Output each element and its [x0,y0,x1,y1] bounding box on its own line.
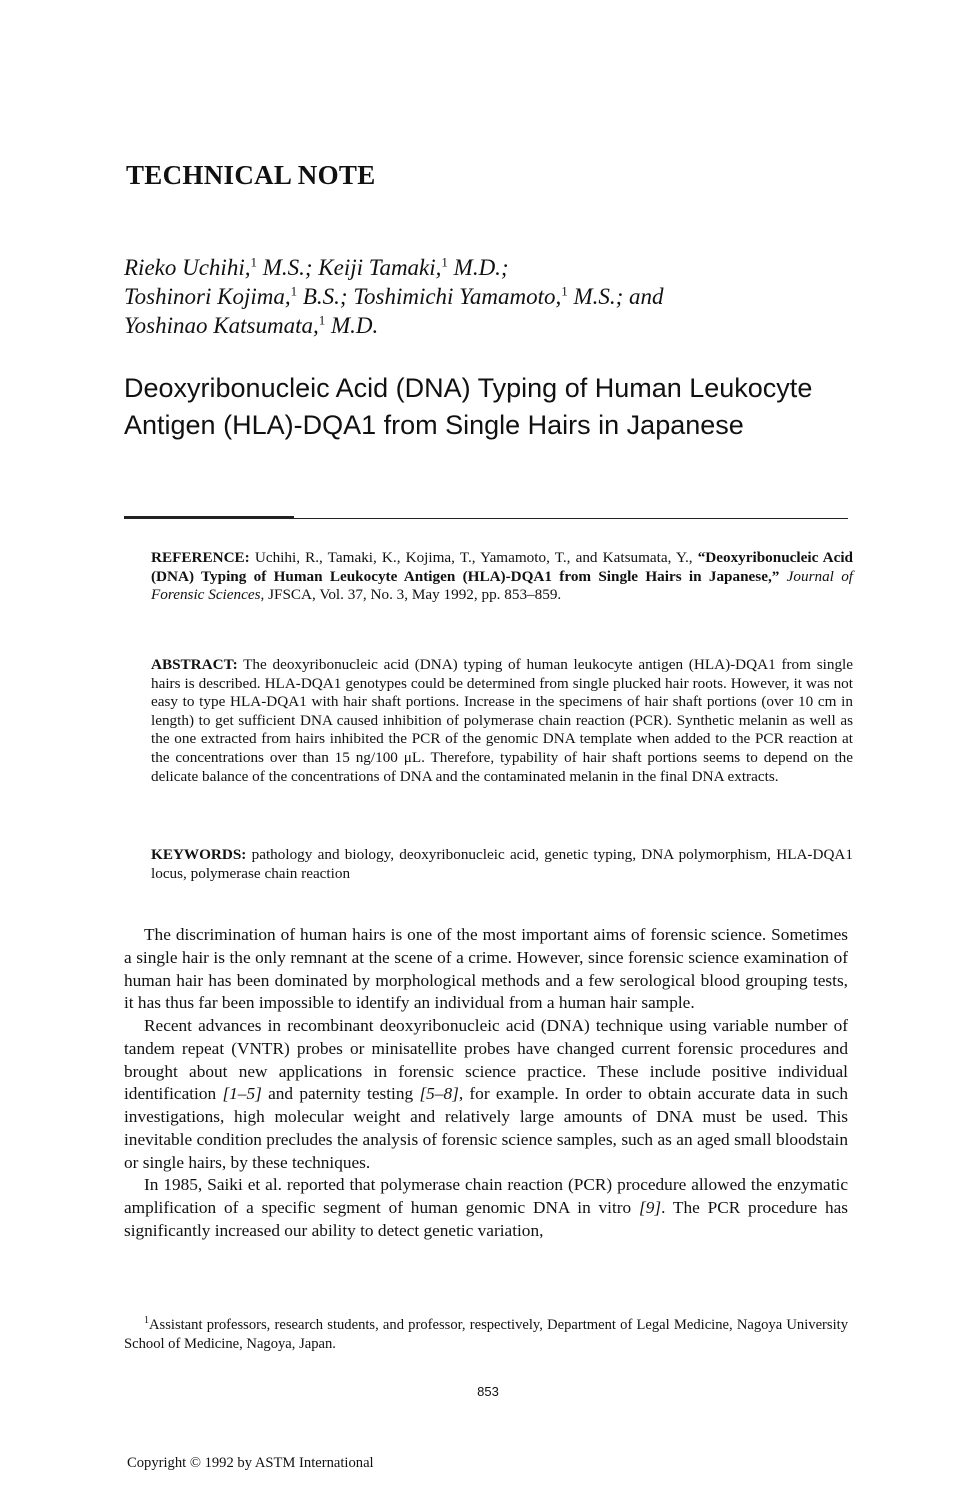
body-text-run: , for example. In order to obtain accurate data in such investigations, high molecular weight and relatively large amounts of DNA must be used. This inevitable condition precludes the analysis of forensic science samples, such as an aged small bloodstain or single hairs, by these techniques. [124,1084,848,1172]
body-paragraph [124,1174,848,1242]
copyright-notice: Copyright © 1992 by ASTM International [127,1455,374,1471]
affiliation-mark: 1 [441,254,448,270]
keywords-label: KEYWORDS: [151,846,247,863]
author-degree: B.S.; [297,284,354,309]
body-paragraph [124,1015,848,1174]
footnote-text: Assistant professors, research students, and professor, respectively, Department of Legal Medicine, Nagoya University School of Medicine, Nagoya, Japan. [124,1317,848,1352]
keywords-text: pathology and biology, deoxyribonucleic acid, genetic typing, DNA polymorphism, HLA-DQA1 locus, polymerase chain reaction [151,846,853,882]
author-name: Yoshinao Katsumata, [124,313,319,338]
body-paragraph: The discrimination of human hairs is one of the most important aims of forensic science. Sometimes a single hair is the only remnant at the scene of a crime. However, since forensic science examination of human hair has been dominated by morphological methods and a few serological blood grouping tests, it has thus far been impossible to identify an individual from a human hair sample. [124,925,848,1013]
author-degree: M.S.; and [567,284,664,309]
author-name: Toshimichi Yamamoto, [353,284,562,309]
section-label: TECHNICAL NOTE [126,160,376,190]
author-degree: M.D. [325,313,379,338]
page-number: 853 [477,1384,499,1399]
author-name: Keiji Tamaki, [318,255,442,280]
reference-title: “Deoxyribonucleic Acid (DNA) Typing of Human Leukocyte Antigen (HLA)-DQA1 from Single Hairs in Japanese,” [151,549,853,585]
footnote-mark: 1 [144,1315,149,1327]
reference-citation [151,549,853,605]
author-degree: M.S.; [256,255,319,280]
body-text-run: Recent advances in recombinant deoxyribonucleic acid (DNA) technique using variable number of tandem repeat (VNTR) probes or minisatellite probes have changed current forensic procedures and brought about new applications in forensic science practice. These include positive individual identification [124,1016,848,1104]
title-divider-accent [124,516,294,519]
citation-ref: [9] [638,1198,662,1217]
affiliation-mark: 1 [250,254,257,270]
body-text-run: . The PCR procedure has significantly increased our ability to detect genetic variation, [124,1198,848,1240]
affiliation-mark: 1 [318,312,326,328]
reference-journal: Journal of Forensic Sciences [151,567,854,604]
body-text-run: and paternity testing [261,1084,420,1104]
body-text-run: In 1985, Saiki et al. reported that polymerase chain reaction (PCR) procedure allowed the enzymatic amplification of a specific segment of human genomic DNA in vitro [124,1175,848,1217]
author-list [124,253,884,340]
abstract-text: The deoxyribonucleic acid (DNA) typing of human leukocyte antigen (HLA)-DQA1 from single hairs is described. HLA-DQA1 genotypes could be determined from single plucked hair roots. However, it was not easy to type HLA-DQA1 with hair shaft portions. Increase in the specimens of hair shaft portions (over 10 cm in length) to get sufficient DNA caused inhibition of polymerase chain reaction (PCR). Synthetic melanin as well as the one extracted from hairs inhibited the PCR of the genomic DNA template when added to the PCR reaction at the concentrations over than 15 ng/100 μL. Therefore, typability of hair shaft portions seems to depend on the delicate balance of the concentrations of DNA and the contaminated melanin in the final DNA extracts. [151,656,853,785]
footnote [124,1316,848,1353]
affiliation-mark: 1 [290,283,298,299]
author-name: Toshinori Kojima, [124,284,291,309]
body-text [124,924,848,1243]
article-title: Deoxyribonucleic Acid (DNA) Typing of Human Leukocyte Antigen (HLA)-DQA1 from Single Hairs in Japanese [124,373,813,440]
keywords [151,846,853,883]
abstract [151,656,853,786]
reference-label: REFERENCE: [151,549,250,566]
reference-details: , JFSCA, Vol. 37, No. 3, May 1992, pp. 853–859. [260,586,562,604]
abstract-label: ABSTRACT: [151,656,238,673]
author-name: Rieko Uchihi, [124,255,251,280]
citation-ref: [1–5] [222,1084,262,1104]
citation-ref: [5–8] [419,1084,459,1104]
author-degree: M.D.; [447,255,509,280]
reference-authors: Uchihi, R., Tamaki, K., Kojima, T., Yamamoto, T., and Katsumata, Y., [249,549,698,566]
affiliation-mark: 1 [561,283,568,299]
